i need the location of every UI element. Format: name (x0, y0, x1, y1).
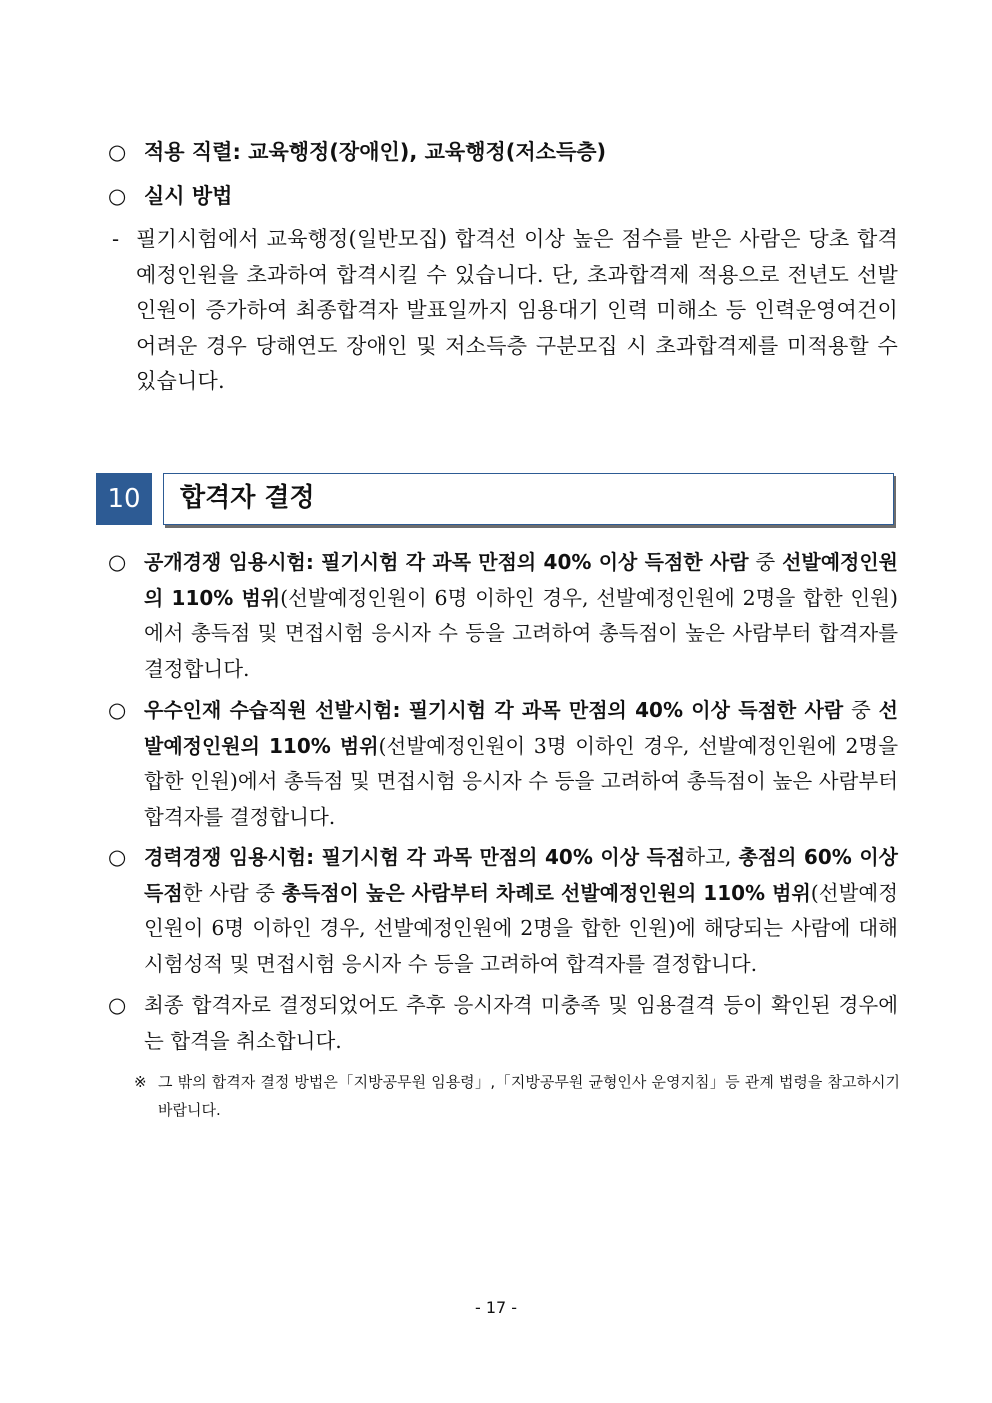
list-item-trainee-selection (108, 693, 898, 835)
list-item-text: 최종 합격자로 결정되었어도 추후 응시자격 미충족 및 임용결격 등이 확인된 경우에는 합격을 취소합니다. (144, 993, 898, 1053)
bullet-circle: ○ (108, 550, 127, 574)
note-mark: ※ (134, 1073, 147, 1091)
method-text: 필기시험에서 교육행정(일반모집) 합격선 이상 높은 점수를 받은 사람은 당초 합격예정인원을 초과하여 합격시킬 수 있습니다. 단, 초과합격제 적용으로 전년도 선발인원이 증가하여 최종합격자 발표일까지 임용대기 인력 미해소 등 인력운영여건이 어려운 경우 당해연도 장애인 및 저소득층 구분모집 시 초과합격제를 미적용할 수 있습니다. (136, 227, 898, 393)
bold-text: 총점의 60% 이상 득점 (144, 845, 898, 905)
method-heading-text: 실시 방법 (144, 184, 233, 208)
list-item-career-competition (108, 840, 898, 982)
bold-text: 공개경쟁 임용시험: 필기시험 각 과목 만점의 40% 이상 득점한 사람 (144, 550, 749, 574)
bold-text: 우수인재 수습직원 선발시험: 필기시험 각 과목 만점의 40% 이상 득점한 사람 (144, 698, 844, 722)
bullet-circle: ○ (108, 845, 127, 869)
plain-text: (선발예정인원이 6명 이하인 경우, 선발예정인원에 2명을 합한 인원)에 해당되는 사람에 대해 시험성적 및 면접시험 응시자 수 등을 고려하여 합격자를 결정합니다. (144, 880, 899, 976)
method-paragraph (108, 222, 898, 400)
page-number: - 17 - (474, 1298, 518, 1317)
plain-text: 하고, (685, 845, 739, 869)
bold-text: 총득점이 높은 사람부터 차례로 선발예정인원의 110% 범위 (281, 880, 811, 905)
note-text: 그 밖의 합격자 결정 방법은「지방공무원 임용령」,「지방공무원 균형인사 운영지침」등 관계 법령을 참고하시기 바랍니다. (158, 1073, 900, 1119)
list-item-cancellation (108, 988, 898, 1059)
plain-text: 한 사람 중 (182, 880, 282, 905)
list-item-text (144, 693, 898, 835)
plain-text: (선발예정인원이 6명 이하인 경우, 선발예정인원에 2명을 합한 인원)에서 총득점 및 면접시험 응시자 수 등을 고려하여 총득점이 높은 사람부터 합격자를 결정합니다. (144, 585, 898, 681)
bold-text: 선발예정인원의 110% 범위 (144, 698, 898, 758)
bullet-circle: ○ (108, 993, 127, 1017)
plain-text: 중 (748, 550, 783, 574)
list-item-text (144, 840, 898, 982)
list-item-open-competition (108, 545, 898, 687)
plain-text: (선발예정인원이 3명 이하인 경우, 선발예정인원에 2명을 합한 인원)에서 총득점 및 면접시험 응시자 수 등을 고려하여 총득점이 높은 사람부터 합격자를 결정합니다. (144, 733, 898, 829)
section-number-badge: 10 (96, 473, 152, 525)
applied-positions-line (108, 137, 908, 167)
plain-text: 중 (843, 698, 879, 722)
section-title: 합격자 결정 (163, 473, 894, 525)
dash-marker: - (112, 227, 120, 251)
bullet-circle: ○ (108, 184, 127, 208)
bullet-circle: ○ (108, 140, 127, 164)
list-item-text (144, 545, 898, 687)
bullet-circle: ○ (108, 698, 127, 722)
reference-note (134, 1068, 900, 1124)
bold-text: 선발예정인원의 110% 범위 (144, 550, 898, 610)
applied-positions-text: 적용 직렬: 교육행정(장애인), 교육행정(저소득층) (144, 140, 607, 164)
bold-text: 경력경쟁 임용시험: 필기시험 각 과목 만점의 40% 이상 득점 (144, 845, 686, 869)
method-heading (108, 181, 908, 211)
